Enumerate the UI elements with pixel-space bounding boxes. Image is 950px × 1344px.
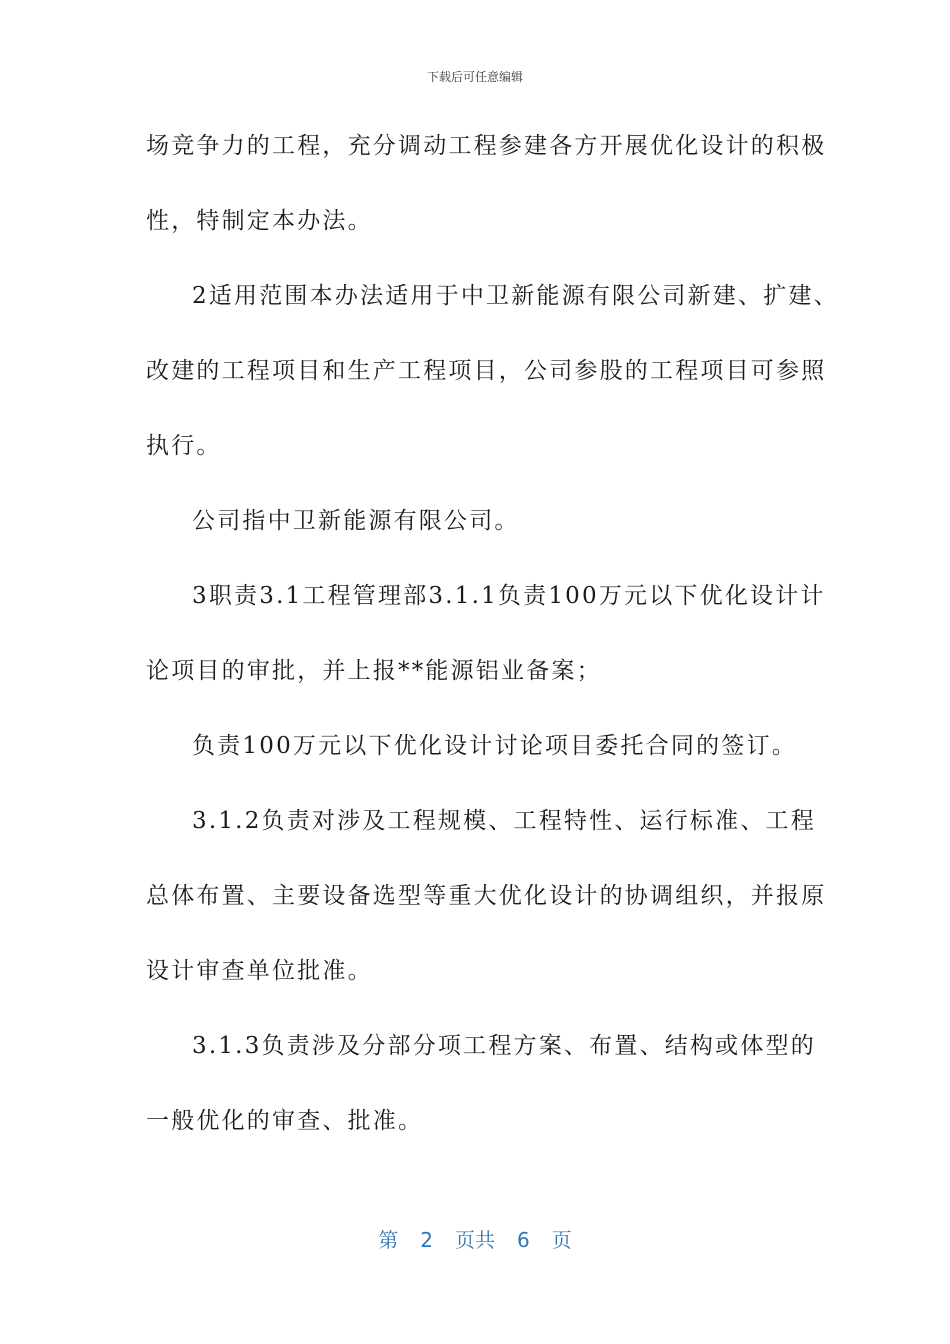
footer-current-page: 2 — [420, 1228, 433, 1252]
footer-label-page: 第 — [378, 1228, 399, 1252]
document-body — [146, 120, 839, 1170]
paragraph-line: 执行。 — [146, 433, 222, 459]
paragraph-line: 场竞争力的工程，充分调动工程参建各方开展优化设计的积极 — [146, 133, 827, 159]
paragraph-line: 设计审查单位批准。 — [146, 958, 373, 984]
page-header-note: 下载后可任意编辑 — [426, 70, 523, 84]
paragraph-line: 性，特制定本办法。 — [146, 208, 373, 234]
paragraph-line: 总体布置、主要设备选型等重大优化设计的协调组织，并报原 — [146, 883, 827, 909]
paragraph-line: 改建的工程项目和生产工程项目，公司参股的工程项目可参照 — [146, 358, 827, 384]
footer-label-total-suffix: 页 — [551, 1228, 572, 1252]
paragraph-line: 负责100万元以下优化设计讨论项目委托合同的签订。 — [192, 733, 797, 759]
footer-label-total-prefix: 页共 — [455, 1228, 495, 1252]
paragraph-line: 2适用范围本办法适用于中卫新能源有限公司新建、扩建、 — [192, 283, 839, 309]
paragraph-line: 一般优化的审查、批准。 — [146, 1108, 424, 1134]
footer-total-pages: 6 — [517, 1228, 530, 1252]
page-number-footer — [0, 1224, 950, 1253]
paragraph-line: 3职责3.1工程管理部3.1.1负责100万元以下优化设计计 — [192, 583, 826, 609]
paragraph-line: 3.1.3负责涉及分部分项工程方案、布置、结构或体型的 — [192, 1033, 816, 1059]
paragraph-line: 公司指中卫新能源有限公司。 — [192, 508, 520, 534]
paragraph-line: 3.1.2负责对涉及工程规模、工程特性、运行标准、工程 — [192, 808, 816, 834]
paragraph-line: 论项目的审批，并上报**能源铝业备案； — [146, 658, 602, 684]
